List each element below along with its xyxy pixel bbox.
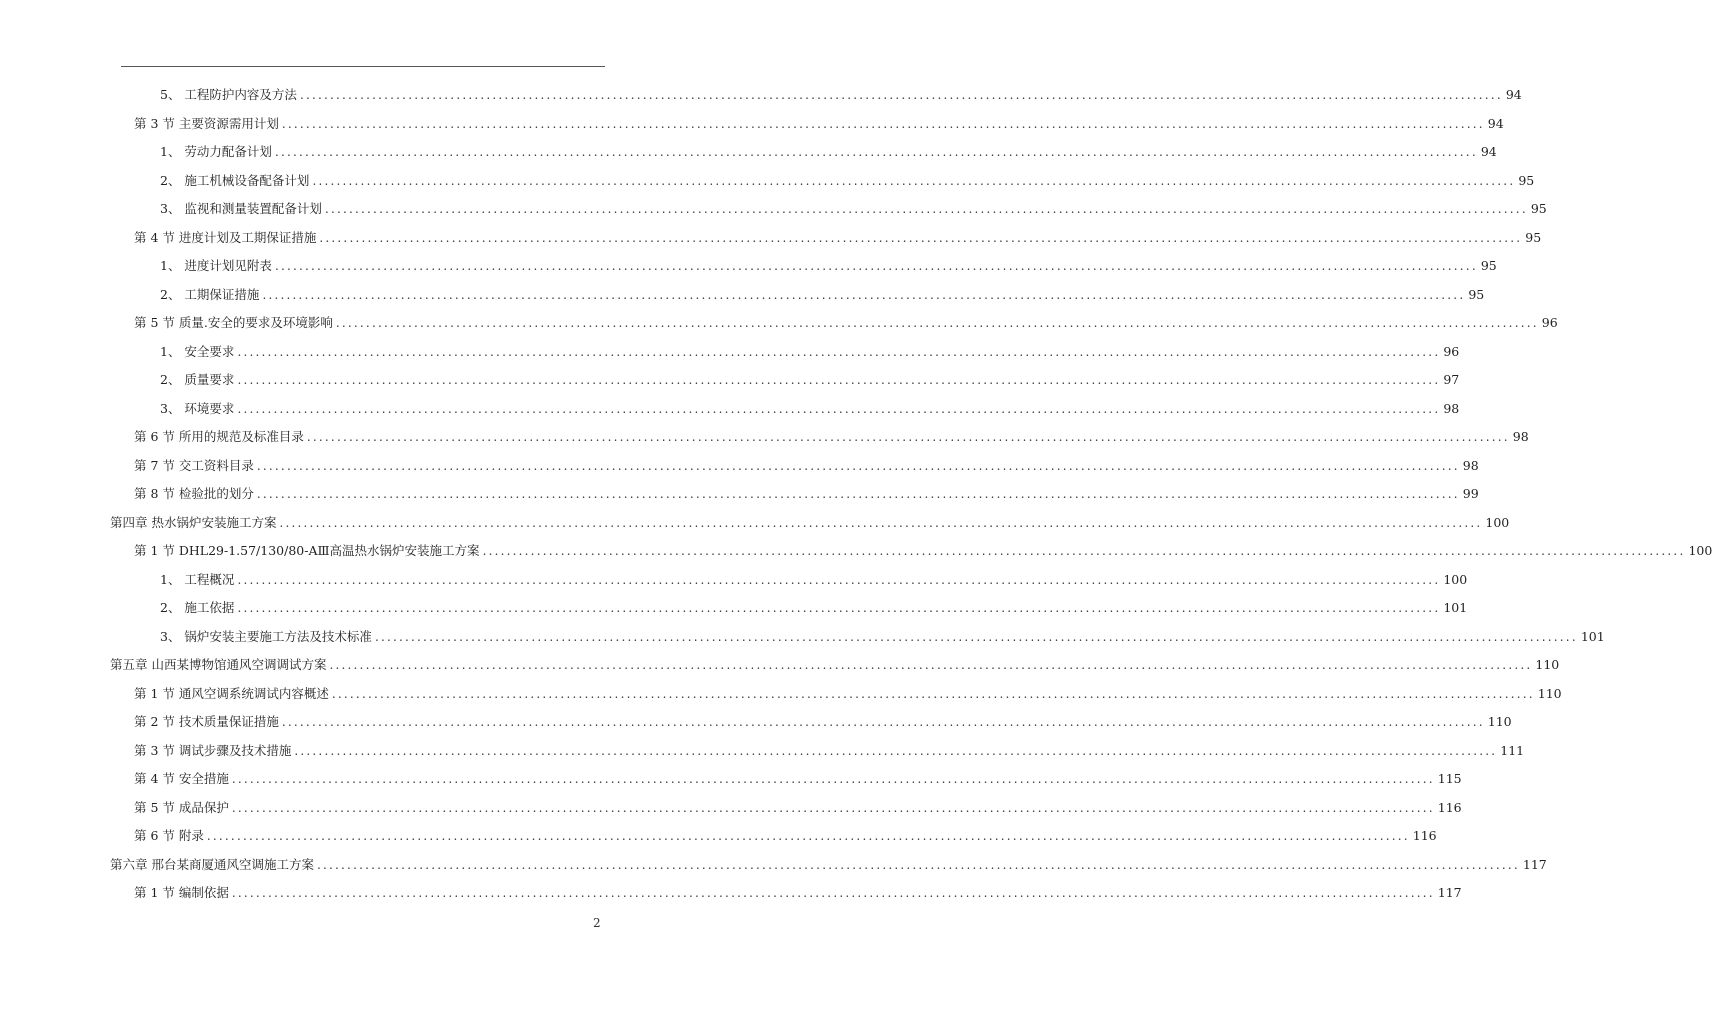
toc-entry-page: 111 [1500,743,1525,758]
toc-entry-title: 2、 施工机械设备配备计划 [160,173,310,188]
toc-entry[interactable] [134,712,1512,732]
toc-entry-page: 110 [1537,686,1562,701]
toc-entry[interactable] [160,199,1547,219]
dot-leader: ........................................................................................................................................................................................................ [329,658,1533,672]
toc-entry-title: 第 1 节 DHL29-1.57/130/80-AⅢ高温热水锅炉安装施工方案 [134,543,480,558]
toc-entry-title: 第 1 节 编制依据 [134,885,229,900]
toc-entry-page: 110 [1487,714,1512,729]
header-rule [121,66,605,67]
toc-entry-page: 116 [1437,800,1462,815]
toc-entry[interactable] [160,598,1468,618]
toc-entry-title: 1、 安全要求 [160,344,235,359]
toc-entry[interactable] [160,399,1460,419]
dot-leader: ........................................................................................................................................................................................................ [231,772,1435,786]
toc-entry-page: 116 [1412,828,1437,843]
toc-entry-title: 2、 质量要求 [160,372,235,387]
toc-entry-page: 100 [1485,515,1510,530]
toc-entry[interactable] [160,570,1468,590]
toc-entry-page: 94 [1505,87,1522,102]
toc-entry-title: 第 5 节 成品保护 [134,800,229,815]
toc-entry-title: 第 6 节 附录 [134,828,204,843]
toc-entry-page: 98 [1443,401,1460,416]
dot-leader: ........................................................................................................................................................................................................ [482,544,1686,558]
toc-entry[interactable] [134,826,1437,846]
toc-entry-title: 2、 工期保证措施 [160,287,260,302]
toc-entry-page: 101 [1443,600,1468,615]
toc-entry-page: 94 [1480,144,1497,159]
toc-entry[interactable] [160,171,1535,191]
toc-entry-page: 97 [1443,372,1460,387]
toc-entry-title: 第六章 邢台某商厦通风空调施工方案 [110,857,314,872]
toc-entry-page: 115 [1437,771,1462,786]
toc-entry[interactable] [134,769,1462,789]
toc-entry-title: 第四章 热水锅炉安装施工方案 [110,515,277,530]
toc-entry-title: 第 6 节 所用的规范及标准目录 [134,429,304,444]
toc-entry-page: 96 [1443,344,1460,359]
toc-entry[interactable] [134,541,1712,561]
toc-entry-title: 3、 监视和测量装置配备计划 [160,201,322,216]
toc-entry-title: 1、 进度计划见附表 [160,258,272,273]
toc-entry-title: 第 1 节 通风空调系统调试内容概述 [134,686,329,701]
toc-entry-title: 2、 施工依据 [160,600,235,615]
toc-entry[interactable] [134,883,1462,903]
toc-entry-title: 第 7 节 交工资料目录 [134,458,254,473]
toc-entry[interactable] [134,484,1479,504]
toc-entry[interactable] [160,370,1460,390]
toc-entry[interactable] [134,741,1525,761]
dot-leader: ........................................................................................................................................................................................................ [262,288,1466,302]
toc-entry[interactable] [110,655,1560,675]
toc-entry-title: 第 8 节 检验批的划分 [134,486,254,501]
toc-entry-page: 100 [1688,543,1712,558]
toc-entry-page: 95 [1480,258,1497,273]
dot-leader: ........................................................................................................................................................................................................ [274,145,1478,159]
toc-entry-page: 117 [1522,857,1547,872]
toc-entry-page: 95 [1518,173,1535,188]
dot-leader: ........................................................................................................................................................................................................ [294,744,1498,758]
toc-entry-title: 第 5 节 质量.安全的要求及环境影响 [134,315,333,330]
dot-leader: ........................................................................................................................................................................................................ [319,231,1523,245]
toc-entry[interactable] [134,114,1504,134]
dot-leader: ........................................................................................................................................................................................................ [256,487,1460,501]
dot-leader: ........................................................................................................................................................................................................ [231,801,1435,815]
dot-leader: ........................................................................................................................................................................................................ [237,373,1441,387]
dot-leader: ........................................................................................................................................................................................................ [237,601,1441,615]
toc-entry-title: 第 2 节 技术质量保证措施 [134,714,279,729]
toc-entry[interactable] [134,427,1529,447]
toc-entry-title: 第 4 节 进度计划及工期保证措施 [134,230,317,245]
toc-entry-title: 1、 劳动力配备计划 [160,144,272,159]
toc-entry-title: 第 3 节 调试步骤及技术措施 [134,743,292,758]
toc-entry-title: 第五章 山西某博物馆通风空调调试方案 [110,657,327,672]
toc-entry[interactable] [134,684,1562,704]
toc-entry-page: 95 [1530,201,1547,216]
dot-leader: ........................................................................................................................................................................................................ [237,573,1441,587]
dot-leader: ........................................................................................................................................................................................................ [299,88,1503,102]
dot-leader: ........................................................................................................................................................................................................ [306,430,1510,444]
toc-entry[interactable] [134,313,1558,333]
toc-entry[interactable] [160,342,1460,362]
toc-entry-page: 94 [1487,116,1504,131]
dot-leader: ........................................................................................................................................................................................................ [374,630,1578,644]
dot-leader: ........................................................................................................................................................................................................ [237,402,1441,416]
dot-leader: ........................................................................................................................................................................................................ [331,687,1535,701]
dot-leader: ........................................................................................................................................................................................................ [231,886,1435,900]
toc-entry-page: 99 [1462,486,1479,501]
toc-entry[interactable] [160,85,1522,105]
toc-entry-title: 1、 工程概况 [160,572,235,587]
toc-entry-title: 第 4 节 安全措施 [134,771,229,786]
dot-leader: ........................................................................................................................................................................................................ [316,858,1520,872]
toc-entry-page: 95 [1468,287,1485,302]
dot-leader: ........................................................................................................................................................................................................ [256,459,1460,473]
toc-entry-page: 101 [1580,629,1605,644]
dot-leader: ........................................................................................................................................................................................................ [335,316,1539,330]
toc-entry-title: 5、 工程防护内容及方法 [160,87,297,102]
toc-entry[interactable] [110,513,1510,533]
toc-entry-page: 100 [1443,572,1468,587]
toc-entry-page: 98 [1462,458,1479,473]
dot-leader: ........................................................................................................................................................................................................ [324,202,1528,216]
dot-leader: ........................................................................................................................................................................................................ [206,829,1410,843]
toc-entry[interactable] [134,798,1462,818]
toc-entry[interactable] [160,285,1485,305]
toc-entry[interactable] [160,142,1497,162]
toc-entry[interactable] [134,228,1542,248]
dot-leader: ........................................................................................................................................................................................................ [237,345,1441,359]
toc-entry-page: 110 [1535,657,1560,672]
dot-leader: ........................................................................................................................................................................................................ [312,174,1516,188]
toc-entry-title: 3、 锅炉安装主要施工方法及技术标准 [160,629,372,644]
dot-leader: ........................................................................................................................................................................................................ [279,516,1483,530]
toc-entry-title: 第 3 节 主要资源需用计划 [134,116,279,131]
toc-entry-page: 95 [1525,230,1542,245]
toc-entry-page: 98 [1512,429,1529,444]
dot-leader: ........................................................................................................................................................................................................ [281,715,1485,729]
dot-leader: ........................................................................................................................................................................................................ [281,117,1485,131]
page-number: 2 [593,916,601,930]
toc-entry[interactable] [160,627,1605,647]
toc-entry[interactable] [160,256,1497,276]
dot-leader: ........................................................................................................................................................................................................ [274,259,1478,273]
toc-entry-title: 3、 环境要求 [160,401,235,416]
toc-entry[interactable] [110,855,1547,875]
toc-entry-page: 117 [1437,885,1462,900]
toc-entry[interactable] [134,456,1479,476]
toc-entry-page: 96 [1541,315,1558,330]
